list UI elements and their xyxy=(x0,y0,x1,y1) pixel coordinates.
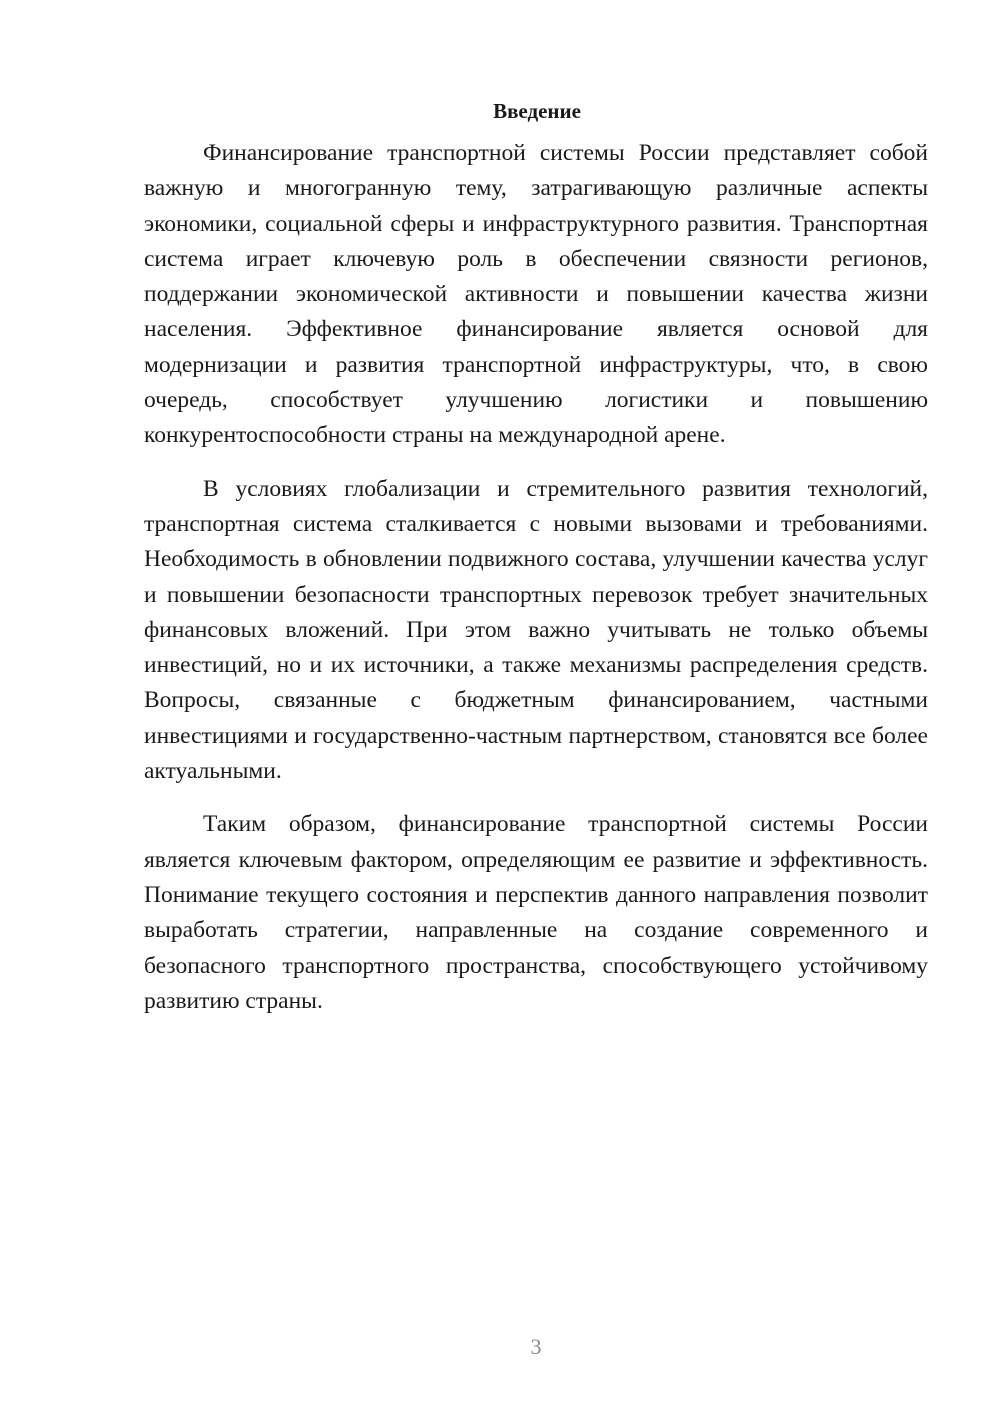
page-body xyxy=(144,96,928,1019)
page-number: 3 xyxy=(530,1334,542,1359)
paragraph-1: Финансирование транспортной системы России представляет собой важную и многогранную тему, затрагивающую различные аспекты экономики, социальной сферы и инфраструктурного развития. Транспортная система играет ключевую роль в обеспечении связности регионов, поддержании экономической активности и повышении качества жизни населения. Эффективное финансирование является основой для модернизации и развития транспортной инфраструктуры, что, в свою очередь, способствует улучшению логистики и повышению конкурентоспособности страны на международной арене. xyxy=(144,140,928,449)
paragraph-2: В условиях глобализации и стремительного развития технологий, транспортная система сталкивается с новыми вызовами и требованиями. Необходимость в обновлении подвижного состава, улучшении качества услуг и повышении безопасности транспортных перевозок требует значительных финансовых вложений. При этом важно учитывать не только объемы инвестиций, но и их источники, а также механизмы распределения средств. Вопросы, связанные с бюджетным финансированием, частными инвестициями и государственно-частным партнерством, становятся все более актуальными. xyxy=(144,475,928,785)
section-title: Введение xyxy=(493,99,581,123)
paragraph-3: Таким образом, финансирование транспортной системы России является ключевым фактором, определяющим ее развитие и эффективность. Понимание текущего состояния и перспектив данного направления позволит выработать стратегии, направленные на создание современного и безопасного транспортного пространства, способствующего устойчивому развитию страны. xyxy=(144,811,928,1014)
